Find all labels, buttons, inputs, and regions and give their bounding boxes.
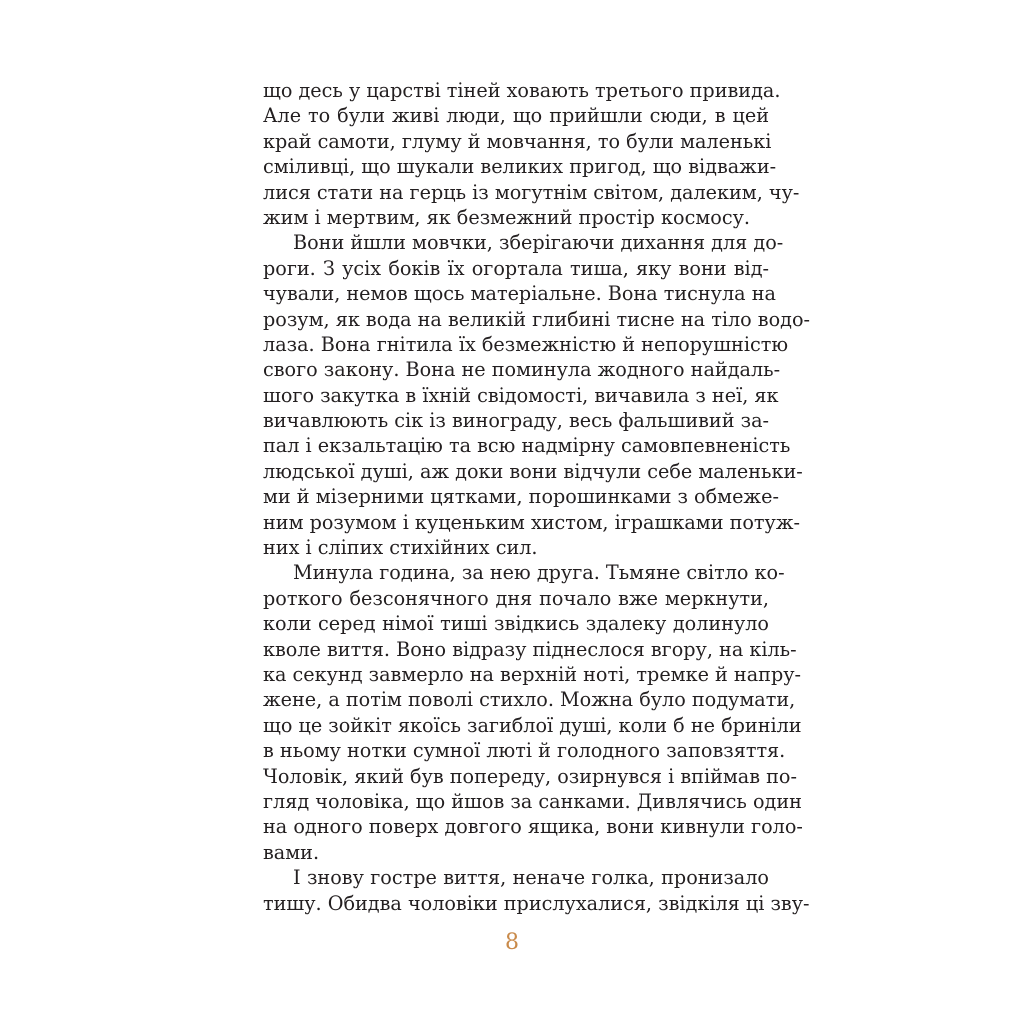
text-line: них і сліпих стихійних сил. [263,536,538,560]
text-line: коли серед німої тиші звідкись здалеку долинуло [263,612,769,636]
text-line: вами. [263,840,320,864]
paragraph [263,230,811,560]
text-line: на одного поверх довгого ящика, вони кивнули голо- [263,815,803,839]
text-line: жене, а потім поволі стихло. Можна було подумати, [263,688,796,712]
text-line: Але то були живі люди, що прийшли сюди, в цей [263,104,769,128]
text-line: в ньому нотки сумної люті й голодного заповзяття. [263,739,786,763]
text-line: свого закону. Вона не поминула жодного найдаль- [263,358,781,382]
text-line: сміливці, що шукали великих пригод, що відважи- [263,155,777,179]
text-line: чували, немов щось матеріальне. Вона тиснула на [263,282,776,306]
text-line: розум, як вода на великій глибині тисне на тіло водо- [263,307,811,331]
text-line: І знову гостре виття, неначе голка, пронизало [293,866,769,890]
text-line: Вони йшли мовчки, зберігаючи дихання для до- [293,231,784,255]
text-line: кволе виття. Воно відразу піднеслося вгору, на кіль- [263,637,797,661]
text-line: роги. З усіх боків їх огортала тиша, яку вони від- [263,256,769,280]
text-line: пал і екзальтацію та всю надмірну самовпевненість [263,434,791,458]
text-line: гляд чоловіка, що йшов за санками. Дивлячись один [263,789,802,813]
text-line: край самоти, глуму й мовчання, то були маленькі [263,129,772,153]
text-line: ми й мізерними цятками, порошинками з обмеже- [263,485,779,509]
text-line: роткого безсонячного дня почало вже меркнути, [263,586,769,610]
text-line: жим і мертвим, як безмежний простір космосу. [263,205,750,229]
text-line: лаза. Вона гнітила їх безмежністю й непорушністю [263,332,789,356]
paragraph [263,560,803,865]
paragraph [263,78,800,230]
text-line: тишу. Обидва чоловіки прислухалися, звідкіля ці зву- [263,891,810,915]
text-line: що це зойкіт якоїсь загиблої душі, коли б не бриніли [263,713,802,737]
text-line: Минула година, за нею друга. Тьмяне світло ко- [293,561,785,585]
text-line: людської душі, аж доки вони відчули себе маленьки- [263,459,803,483]
text-line: шого закутка в їхній свідомості, вичавила з неї, як [263,383,779,407]
text-line: вичавлюють сік із винограду, весь фальшивий за- [263,409,769,433]
text-line: ним розумом і куценьким хистом, іграшками потуж- [263,510,800,534]
paragraph [263,865,810,916]
text-line: Чоловік, який був попереду, озирнувся і впіймав по- [263,764,797,788]
page-number: 8 [505,930,519,955]
page-body-text [263,78,811,916]
text-line: ка секунд завмерло на верхній ноті, тремке й напру- [263,662,801,686]
text-line: лися стати на герць із могутнім світом, далеким, чу- [263,180,800,204]
text-line: що десь у царстві тіней ховають третього привида. [263,79,781,102]
